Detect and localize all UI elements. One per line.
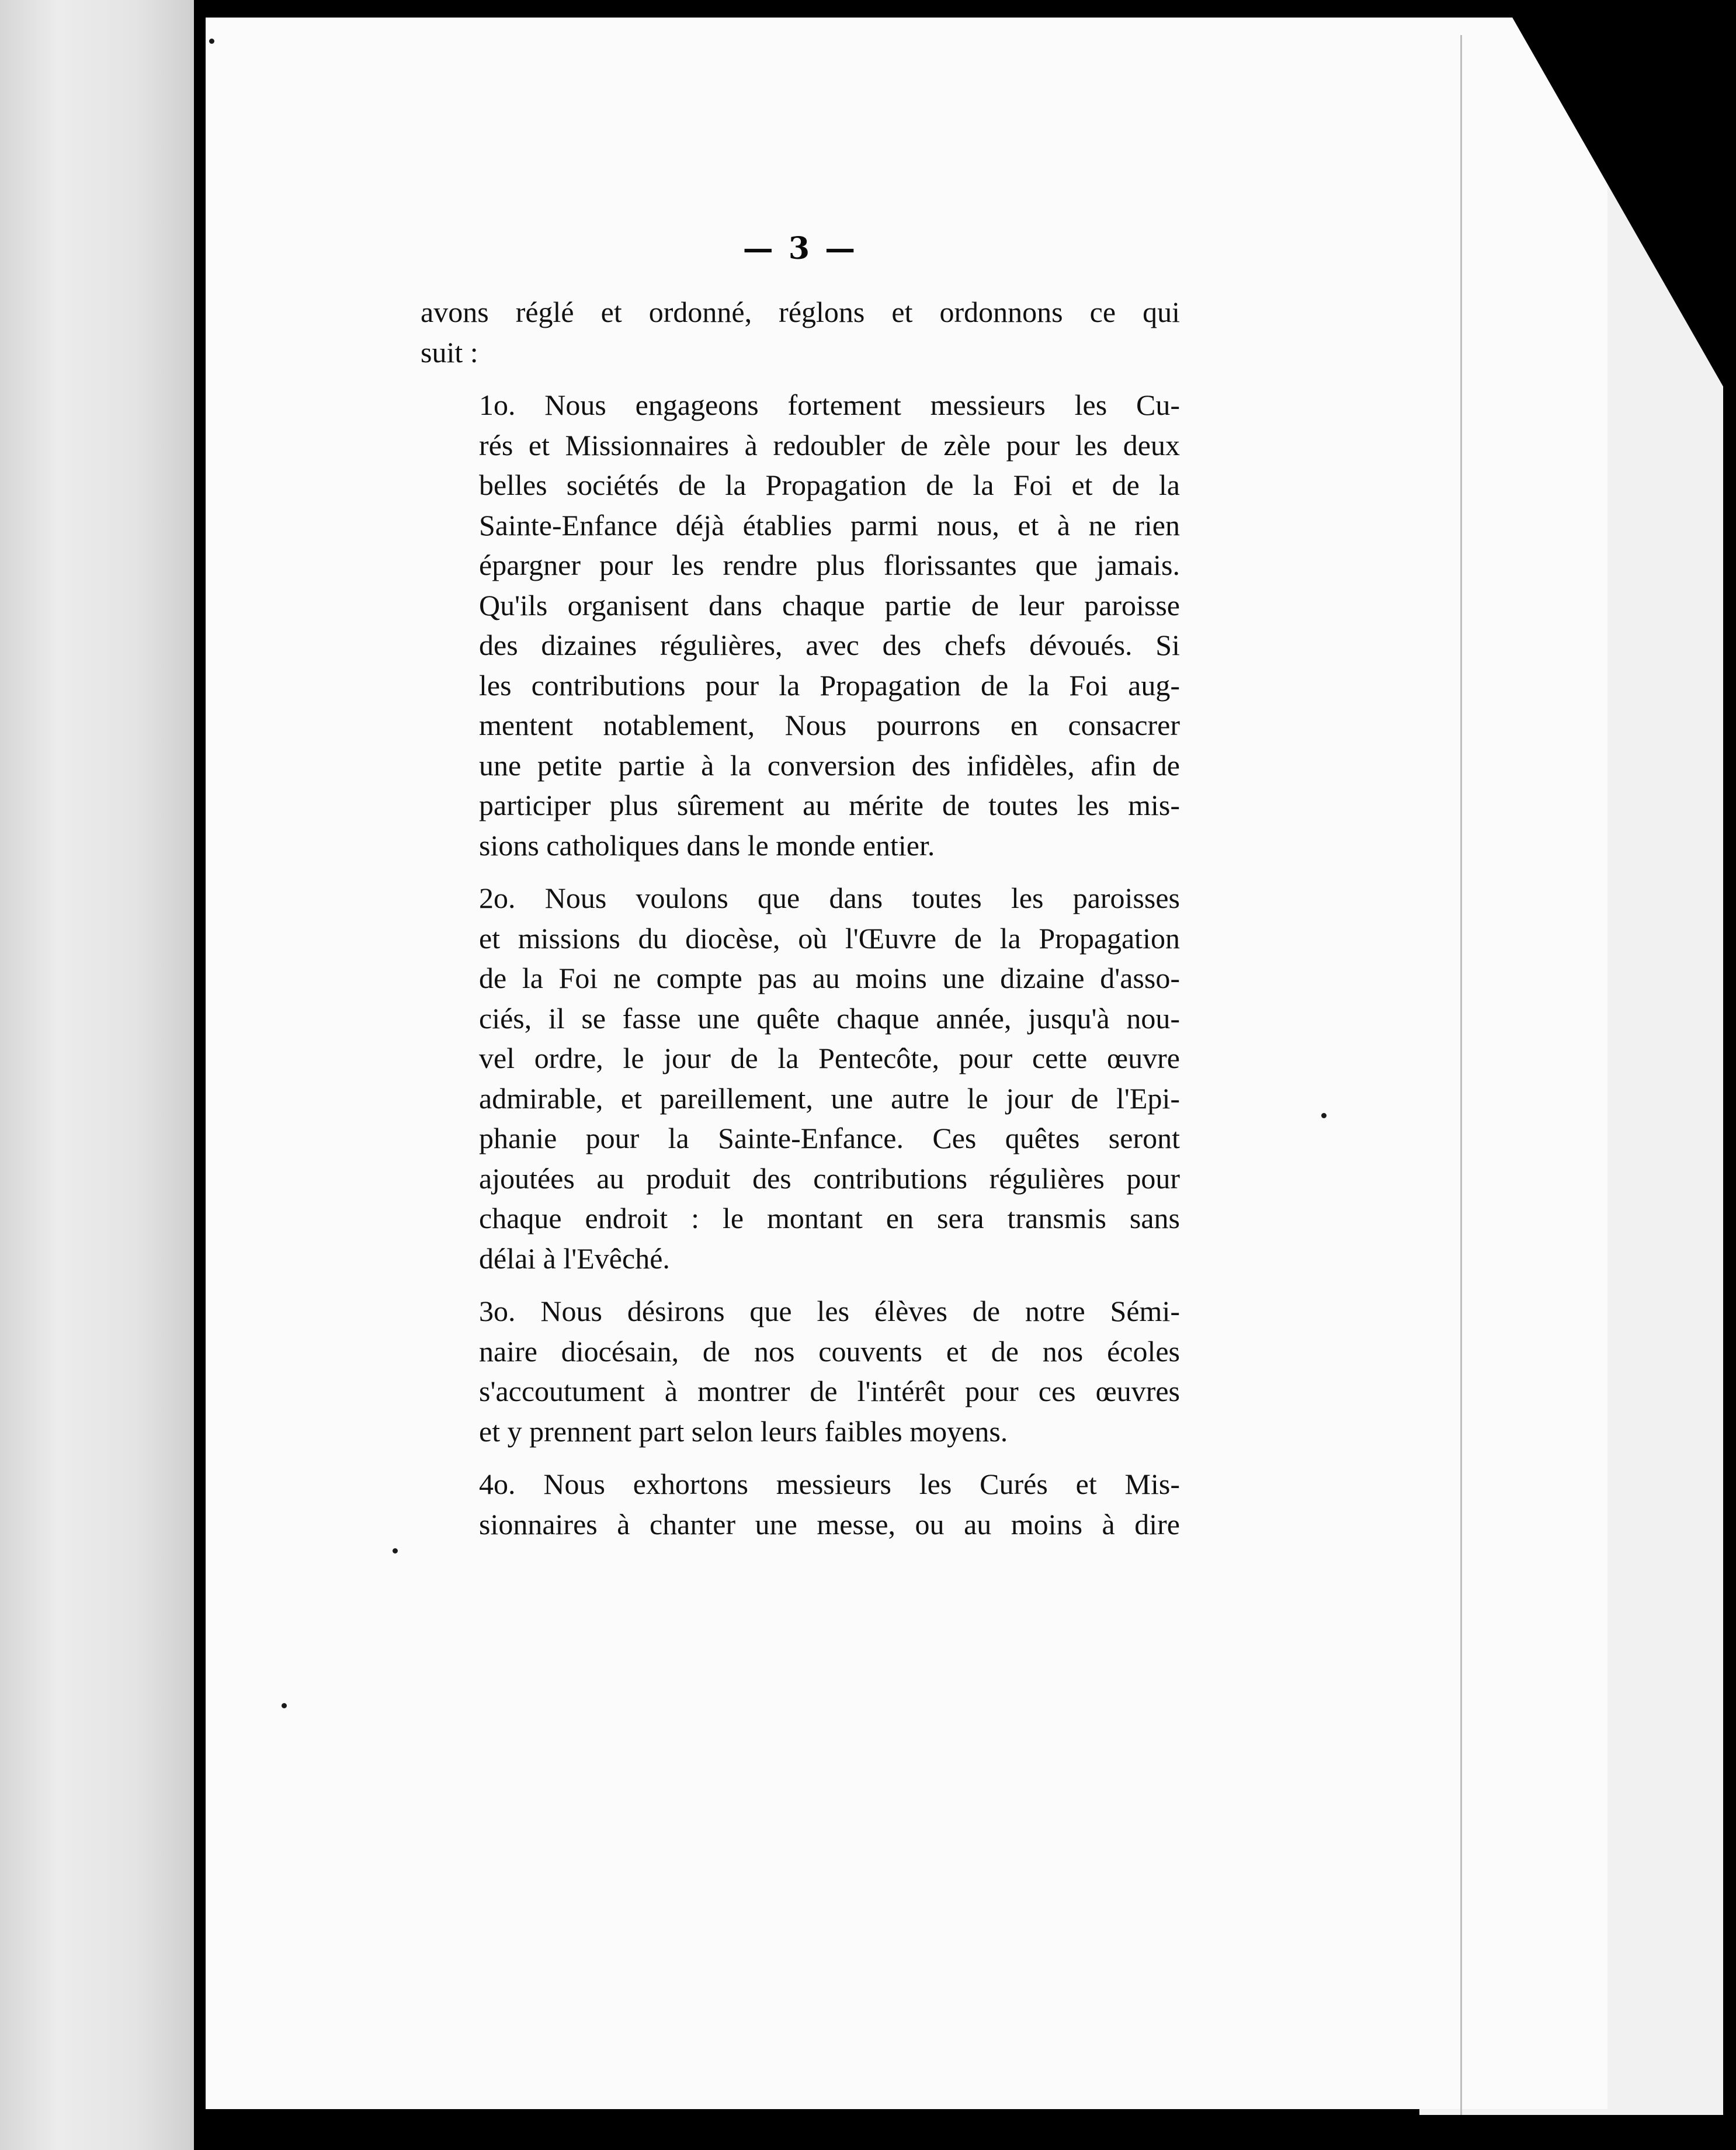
paragraph-3 <box>421 1291 1180 1451</box>
text-line: les contributions pour la Propagation de la Foi aug- <box>479 668 1180 702</box>
folded-corner <box>1502 0 1736 409</box>
text-line: 1o. Nous engageons fortement messieurs les Cu- <box>479 389 1180 421</box>
page-fold-edge <box>1460 35 1462 2115</box>
text-line: Qu'ils organisent dans chaque partie de leur paroisse <box>479 588 1180 622</box>
text-line: suit : <box>421 335 478 369</box>
text-line: de la Foi ne compte pas au moins une dizaine d'asso- <box>479 962 1180 994</box>
text-line: belles sociétés de la Propagation de la Foi et de la <box>479 469 1180 501</box>
page-number: — 3 — <box>742 231 858 266</box>
speck-mark <box>393 1548 398 1553</box>
text-line: 2o. Nous voulons que dans toutes les paroisses <box>479 882 1180 914</box>
text-line: mentent notablement, Nous pourrons en consacrer <box>479 709 1180 741</box>
text-line: vel ordre, le jour de la Pentecôte, pour cette œuvre <box>479 1042 1180 1074</box>
text-line: une petite partie à la conversion des infidèles, afin de <box>479 748 1180 782</box>
text-line: avons réglé et ordonné, réglons et ordonnons ce qui <box>421 296 1180 328</box>
text-line: chaque endroit : le montant en sera transmis sans <box>479 1202 1180 1234</box>
text-line: rés et Missionnaires à redoubler de zèle pour les deux <box>479 428 1180 462</box>
text-line: 3o. Nous désirons que les élèves de notre Sémi- <box>479 1295 1180 1327</box>
text-line: 4o. Nous exhortons messieurs les Curés et Mis- <box>479 1468 1180 1500</box>
speck-mark <box>1321 1113 1327 1118</box>
text-line: épargner pour les rendre plus florissantes que jamais. <box>479 549 1180 581</box>
paragraph-1 <box>421 385 1180 865</box>
text-line: et y prennent part selon leurs faibles moyens. <box>479 1414 1008 1448</box>
text-line: ciés, il se fasse une quête chaque année, jusqu'à nou- <box>479 1001 1180 1035</box>
text-line: des dizaines régulières, avec des chefs dévoués. Si <box>479 629 1180 661</box>
text-line: ajoutées au produit des contributions régulières pour <box>479 1161 1180 1195</box>
text-line: sions catholiques dans le monde entier. <box>479 828 935 862</box>
text-line: s'accoutument à montrer de l'intérêt pour ces œuvres <box>479 1375 1180 1407</box>
body-text <box>421 292 1180 1544</box>
text-line: admirable, et pareillement, une autre le jour de l'Epi- <box>479 1081 1180 1115</box>
text-line: Sainte-Enfance déjà établies parmi nous, et à ne rien <box>479 508 1180 542</box>
text-line: participer plus sûrement au mérite de toutes les mis- <box>479 789 1180 821</box>
text-line: phanie pour la Sainte-Enfance. Ces quêtes seront <box>479 1122 1180 1154</box>
left-page-edge <box>0 0 194 2150</box>
text-line: délai à l'Evêché. <box>479 1242 670 1275</box>
text-line: et missions du diocèse, où l'Œuvre de la Propagation <box>479 921 1180 955</box>
paragraph-intro <box>421 292 1180 372</box>
text-line: sionnaires à chanter une messe, ou au moins à dire <box>479 1507 1180 1541</box>
paragraph-2 <box>421 878 1180 1278</box>
speck-mark <box>282 1703 287 1708</box>
speck-mark <box>209 39 214 44</box>
paragraph-4 <box>421 1464 1180 1544</box>
text-line: naire diocésain, de nos couvents et de nos écoles <box>479 1334 1180 1368</box>
